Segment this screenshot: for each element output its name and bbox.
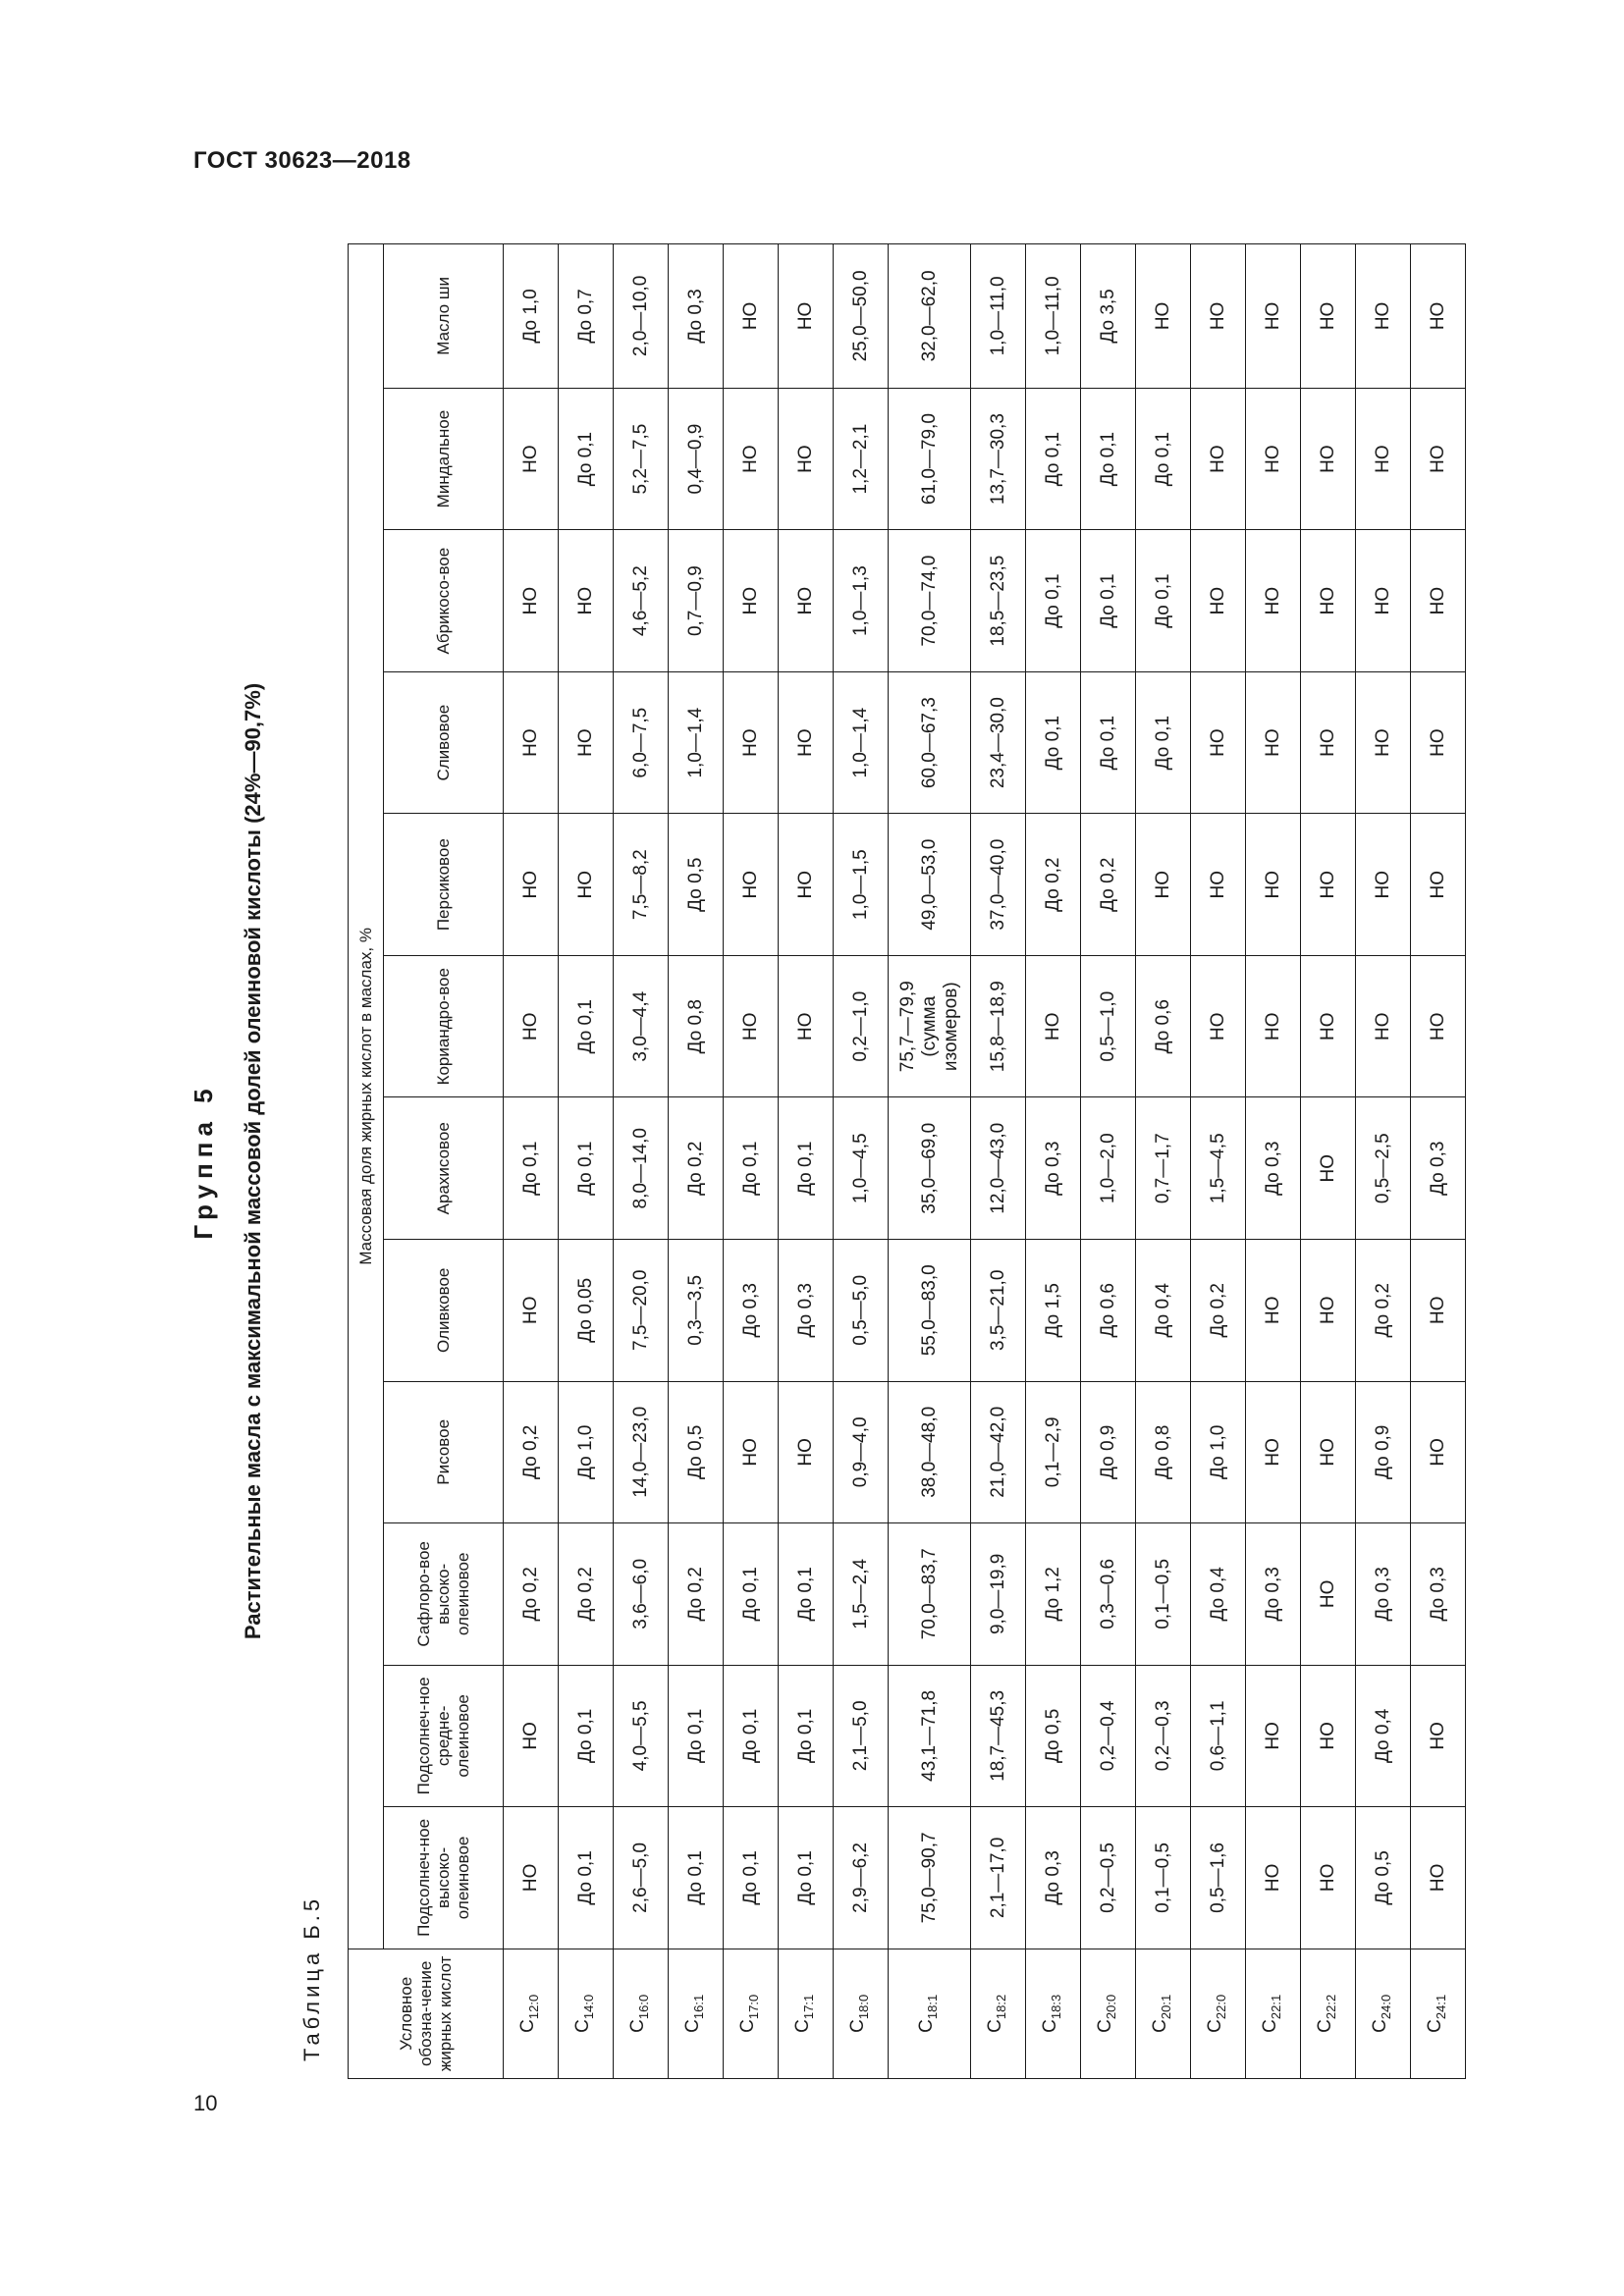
value-cell: До 1,2 [1026,1523,1081,1666]
acid-subscript: 22:1 [1268,1994,1283,2020]
value-cell: 1,0—2,0 [1081,1097,1136,1240]
acid-symbol: C [516,2019,538,2033]
value-cell: 35,0—69,0 [889,1097,971,1240]
acid-subscript: 18:1 [924,1994,940,2020]
value-cell: НО [1356,530,1411,672]
value-cell: До 0,1 [779,1523,834,1666]
value-cell: До 0,3 [724,1240,779,1382]
value-cell: 70,0—74,0 [889,530,971,672]
value-cell: НО [1191,814,1246,956]
column-header: Абрикосо-вое [384,530,504,672]
value-cell: НО [1246,530,1301,672]
value-cell: До 0,1 [1136,388,1191,530]
value-cell: НО [1246,1381,1301,1523]
value-cell: НО [1246,1665,1301,1807]
acid-designation-cell [1246,1949,1301,2078]
value-cell: До 0,2 [1191,1240,1246,1382]
acid-designation-cell [614,1949,669,2078]
acid-designation-cell [889,1949,971,2078]
value-cell: 0,7—0,9 [669,530,724,672]
value-cell: 18,7—45,3 [971,1665,1026,1807]
value-cell: НО [1191,955,1246,1097]
table-caption: Растительные масла с максимальной массовой долей олеиновой кислоты (24%—90,7%) [241,682,265,1640]
column-header: Рисовое [384,1381,504,1523]
value-cell: 1,5—2,4 [834,1523,889,1666]
value-cell: До 0,4 [1356,1665,1411,1807]
value-cell: До 0,2 [559,1523,614,1666]
table-row [1081,244,1136,2079]
acid-symbol: C [736,2019,758,2033]
value-cell: До 0,5 [1026,1665,1081,1807]
value-cell: НО [724,671,779,814]
acid-subscript: 24:1 [1433,1994,1448,2020]
header-row-oils [384,244,504,2079]
acid-designation-cell [669,1949,724,2078]
value-cell: 1,0—1,3 [834,530,889,672]
value-cell: 0,3—3,5 [669,1240,724,1382]
value-cell: НО [1356,671,1411,814]
value-cell: 0,4—0,9 [669,388,724,530]
value-cell: НО [559,814,614,956]
value-cell: 23,4—30,0 [971,671,1026,814]
value-cell: До 0,1 [1081,530,1136,672]
value-cell: 2,9—6,2 [834,1807,889,1949]
value-cell: До 0,2 [504,1523,559,1666]
value-cell: 75,0—90,7 [889,1807,971,1949]
value-cell: НО [1026,955,1081,1097]
acid-designation-cell [1081,1949,1136,2078]
value-cell: 0,9—4,0 [834,1381,889,1523]
value-cell: 60,0—67,3 [889,671,971,814]
value-cell: До 0,3 [1246,1523,1301,1666]
acid-designation-cell [1026,1949,1081,2078]
value-cell: 61,0—79,0 [889,388,971,530]
table-label: Таблица Б.5 [299,1895,324,2061]
table-row [1411,244,1466,2079]
value-cell: 1,5—4,5 [1191,1097,1246,1240]
column-header: Оливковое [384,1240,504,1382]
value-cell: НО [724,530,779,672]
value-cell: НО [724,244,779,389]
value-cell: НО [779,671,834,814]
value-cell: НО [1301,1240,1356,1382]
value-cell: 8,0—14,0 [614,1097,669,1240]
value-cell: До 0,1 [724,1097,779,1240]
value-cell: 2,6—5,0 [614,1807,669,1949]
table-row [1356,244,1411,2079]
value-cell: НО [724,955,779,1097]
value-cell: До 0,2 [1356,1240,1411,1382]
value-cell: 4,0—5,5 [614,1665,669,1807]
value-cell: НО [1246,1240,1301,1382]
value-cell: НО [724,814,779,956]
acid-symbol: C [1259,2019,1280,2033]
fatty-acid-table [348,243,1466,2079]
acid-symbol: C [626,2019,648,2033]
value-cell: 15,8—18,9 [971,955,1026,1097]
document-code: ГОСТ 30623—2018 [193,147,411,174]
value-cell: До 0,1 [724,1807,779,1949]
value-cell: НО [1411,388,1466,530]
value-cell: НО [1301,1665,1356,1807]
acid-subscript: 22:2 [1323,1994,1338,2020]
value-cell: До 1,0 [559,1381,614,1523]
value-cell: До 3,5 [1081,244,1136,389]
value-cell: НО [1356,244,1411,389]
value-cell: НО [1301,1523,1356,1666]
value-cell: 3,0—4,4 [614,955,669,1097]
value-cell: НО [504,1807,559,1949]
value-cell: 43,1—71,8 [889,1665,971,1807]
column-header: Сафлоро-вое высоко-олеиновое [384,1523,504,1666]
table-row [559,244,614,2079]
value-cell: 38,0—48,0 [889,1381,971,1523]
value-cell: До 0,2 [669,1097,724,1240]
value-cell: До 0,1 [559,955,614,1097]
value-cell: НО [1301,1097,1356,1240]
rotated-table-section [189,243,1494,2079]
value-cell: 0,7—1,7 [1136,1097,1191,1240]
value-cell: НО [1246,1807,1301,1949]
value-cell: НО [1356,814,1411,956]
value-cell: 55,0—83,0 [889,1240,971,1382]
value-cell: НО [779,955,834,1097]
value-cell: 0,1—0,5 [1136,1807,1191,1949]
mass-fraction-header: Массовая доля жирных кислот в маслах, % [349,244,384,1949]
value-cell: НО [504,388,559,530]
value-cell: 0,6—1,1 [1191,1665,1246,1807]
column-header: Масло ши [384,244,504,389]
column-header: Подсолнеч-ное высоко-олеиновое [384,1807,504,1949]
value-cell: НО [779,1381,834,1523]
value-cell: НО [1411,1381,1466,1523]
value-cell: НО [779,244,834,389]
acid-symbol: C [1204,2019,1225,2033]
value-cell: До 0,5 [669,814,724,956]
column-header: Персиковое [384,814,504,956]
value-cell: НО [559,671,614,814]
acid-subscript: 17:0 [745,1994,761,2020]
table-row [614,244,669,2079]
value-cell: 1,2—2,1 [834,388,889,530]
acid-subscript: 16:1 [690,1994,706,2020]
value-cell: 0,5—5,0 [834,1240,889,1382]
header-row-group [349,244,384,2079]
column-header: Сливовое [384,671,504,814]
value-cell: До 0,1 [1136,671,1191,814]
acid-designation-cell [779,1949,834,2078]
value-cell: До 0,1 [724,1523,779,1666]
value-cell: НО [1411,955,1466,1097]
value-cell: 21,0—42,0 [971,1381,1026,1523]
value-cell: До 0,2 [1026,814,1081,956]
acid-designation-cell [1356,1949,1411,2078]
acid-designation-cell [504,1949,559,2078]
value-cell: 0,5—1,6 [1191,1807,1246,1949]
acid-designation-cell [559,1949,614,2078]
acid-symbol: C [571,2019,593,2033]
value-cell: До 0,3 [1356,1523,1411,1666]
value-cell: 0,5—2,5 [1356,1097,1411,1240]
acid-symbol: C [1094,2019,1115,2033]
value-cell: До 0,6 [1136,955,1191,1097]
value-cell: НО [504,814,559,956]
acid-symbol: C [681,2019,703,2033]
acid-symbol: C [791,2019,813,2033]
column-header: Миндальное [384,388,504,530]
value-cell: До 0,1 [1081,388,1136,530]
value-cell: НО [559,530,614,672]
value-cell: 12,0—43,0 [971,1097,1026,1240]
value-cell: 7,5—20,0 [614,1240,669,1382]
value-cell: До 0,1 [1026,530,1081,672]
value-cell: 0,1—0,5 [1136,1523,1191,1666]
value-cell: 32,0—62,0 [889,244,971,389]
value-cell: До 0,4 [1191,1523,1246,1666]
table-row [1026,244,1081,2079]
value-cell: НО [1411,530,1466,672]
value-cell: До 0,2 [1081,814,1136,956]
value-cell: 75,7—79,9 (сумма изомеров) [889,955,971,1097]
value-cell: До 0,05 [559,1240,614,1382]
value-cell: НО [1301,671,1356,814]
acid-symbol: C [1149,2019,1170,2033]
value-cell: До 0,1 [669,1807,724,1949]
acid-subscript: 20:0 [1103,1994,1118,2020]
acid-symbol: C [915,2019,937,2033]
value-cell: НО [779,814,834,956]
value-cell: До 0,1 [779,1097,834,1240]
value-cell: НО [1301,814,1356,956]
value-cell: До 0,2 [669,1523,724,1666]
table-row [1136,244,1191,2079]
value-cell: 3,5—21,0 [971,1240,1026,1382]
value-cell: До 0,9 [1356,1381,1411,1523]
value-cell: НО [724,388,779,530]
value-cell: До 0,9 [1081,1381,1136,1523]
value-cell: До 0,1 [1026,388,1081,530]
acid-symbol: C [1424,2019,1445,2033]
value-cell: 3,6—6,0 [614,1523,669,1666]
value-cell: НО [779,530,834,672]
table-row [834,244,889,2079]
value-cell: 1,0—1,4 [669,671,724,814]
value-cell: НО [779,388,834,530]
value-cell: НО [724,1381,779,1523]
value-cell: НО [1136,244,1191,389]
value-cell: До 0,1 [724,1665,779,1807]
value-cell: НО [1301,530,1356,672]
value-cell: До 0,3 [1026,1807,1081,1949]
value-cell: НО [1411,1807,1466,1949]
acid-designation-cell [971,1949,1026,2078]
acid-designation-header: Условное обозна-чение жирных кислот [349,1949,504,2078]
value-cell: До 0,3 [1411,1523,1466,1666]
value-cell: НО [1301,955,1356,1097]
value-cell: 0,5—1,0 [1081,955,1136,1097]
value-cell: 5,2—7,5 [614,388,669,530]
value-cell: До 0,1 [504,1097,559,1240]
acid-designation-cell [724,1949,779,2078]
value-cell: НО [1246,388,1301,530]
value-cell: До 0,3 [1246,1097,1301,1240]
value-cell: До 0,1 [669,1665,724,1807]
acid-subscript: 14:0 [580,1994,596,2020]
value-cell: До 0,3 [1026,1097,1081,1240]
acid-symbol: C [984,2019,1005,2033]
acid-designation-cell [1411,1949,1466,2078]
value-cell: 2,1—5,0 [834,1665,889,1807]
table-row [1301,244,1356,2079]
column-header: Подсолнеч-ное средне-олеиновое [384,1665,504,1807]
value-cell: НО [1301,1381,1356,1523]
acid-subscript: 18:2 [993,1994,1008,2020]
value-cell: НО [1301,244,1356,389]
value-cell: НО [1136,814,1191,956]
value-cell: 1,0—4,5 [834,1097,889,1240]
value-cell: 9,0—19,9 [971,1523,1026,1666]
page-number: 10 [193,2091,218,2115]
value-cell: НО [1191,530,1246,672]
value-cell: 1,0—11,0 [971,244,1026,389]
table-row [971,244,1026,2079]
value-cell: НО [1411,244,1466,389]
value-cell: НО [1411,814,1466,956]
value-cell: До 0,7 [559,244,614,389]
value-cell: НО [1356,388,1411,530]
acid-subscript: 18:3 [1048,1994,1063,2020]
value-cell: НО [504,671,559,814]
value-cell: 18,5—23,5 [971,530,1026,672]
table-row [889,244,971,2079]
table-row [1191,244,1246,2079]
value-cell: 2,0—10,0 [614,244,669,389]
table-row [669,244,724,2079]
acid-subscript: 18:0 [855,1994,871,2020]
acid-designation-cell [834,1949,889,2078]
value-cell: До 0,3 [1411,1097,1466,1240]
value-cell: До 0,5 [669,1381,724,1523]
value-cell: НО [504,955,559,1097]
value-cell: 37,0—40,0 [971,814,1026,956]
value-cell: 1,0—1,5 [834,814,889,956]
value-cell: 7,5—8,2 [614,814,669,956]
value-cell: 14,0—23,0 [614,1381,669,1523]
value-cell: НО [1356,955,1411,1097]
acid-subscript: 20:1 [1158,1994,1173,2020]
table-row [779,244,834,2079]
value-cell: 1,0—11,0 [1026,244,1081,389]
value-cell: 25,0—50,0 [834,244,889,389]
value-cell: До 0,1 [779,1807,834,1949]
value-cell: НО [1411,1665,1466,1807]
value-cell: До 0,1 [559,1097,614,1240]
value-cell: До 0,6 [1081,1240,1136,1382]
acid-symbol: C [846,2019,868,2033]
value-cell: НО [504,1240,559,1382]
table-row [724,244,779,2079]
value-cell: НО [1246,814,1301,956]
value-cell: До 1,5 [1026,1240,1081,1382]
acid-designation-cell [1136,1949,1191,2078]
value-cell: До 0,1 [559,1807,614,1949]
column-header: Арахисовое [384,1097,504,1240]
acid-symbol: C [1039,2019,1060,2033]
value-cell: До 0,1 [1081,671,1136,814]
value-cell: НО [1411,1240,1466,1382]
acid-designation-cell [1191,1949,1246,2078]
value-cell: 0,2—0,3 [1136,1665,1191,1807]
value-cell: 1,0—1,4 [834,671,889,814]
value-cell: НО [1191,244,1246,389]
value-cell: НО [1246,955,1301,1097]
value-cell: 2,1—17,0 [971,1807,1026,1949]
value-cell: До 1,0 [1191,1381,1246,1523]
acid-symbol: C [1369,2019,1390,2033]
value-cell: НО [1411,671,1466,814]
value-cell: 6,0—7,5 [614,671,669,814]
value-cell: 4,6—5,2 [614,530,669,672]
value-cell: До 0,4 [1136,1240,1191,1382]
value-cell: НО [1191,671,1246,814]
value-cell: До 1,0 [504,244,559,389]
acid-subscript: 17:1 [800,1994,816,2020]
table-body [504,244,1466,2079]
value-cell: НО [1301,1807,1356,1949]
value-cell: До 0,1 [559,388,614,530]
value-cell: 0,2—1,0 [834,955,889,1097]
value-cell: До 0,1 [559,1665,614,1807]
value-cell: До 0,3 [669,244,724,389]
value-cell: До 0,2 [504,1381,559,1523]
value-cell: До 0,8 [1136,1381,1191,1523]
acid-subscript: 24:0 [1378,1994,1393,2020]
value-cell: До 0,1 [1026,671,1081,814]
value-cell: НО [504,1665,559,1807]
column-header: Кориандро-вое [384,955,504,1097]
value-cell: 49,0—53,0 [889,814,971,956]
acid-symbol: C [1314,2019,1335,2033]
value-cell: 0,2—0,4 [1081,1665,1136,1807]
value-cell: 0,2—0,5 [1081,1807,1136,1949]
acid-subscript: 22:0 [1213,1994,1228,2020]
acid-subscript: 16:0 [635,1994,651,2020]
value-cell: 13,7—30,3 [971,388,1026,530]
value-cell: До 0,1 [779,1665,834,1807]
acid-subscript: 12:0 [525,1994,541,2020]
value-cell: НО [504,530,559,672]
value-cell: НО [1191,388,1246,530]
value-cell: До 0,5 [1356,1807,1411,1949]
value-cell: До 0,1 [1136,530,1191,672]
value-cell: НО [1301,388,1356,530]
value-cell: 0,1—2,9 [1026,1381,1081,1523]
value-cell: НО [1246,244,1301,389]
value-cell: До 0,3 [779,1240,834,1382]
value-cell: НО [1246,671,1301,814]
value-cell: 0,3—0,6 [1081,1523,1136,1666]
table-row [1246,244,1301,2079]
acid-designation-cell [1301,1949,1356,2078]
value-cell: До 0,8 [669,955,724,1097]
group-title: Группа 5 [189,1083,218,1240]
table-row [504,244,559,2079]
value-cell: 70,0—83,7 [889,1523,971,1666]
